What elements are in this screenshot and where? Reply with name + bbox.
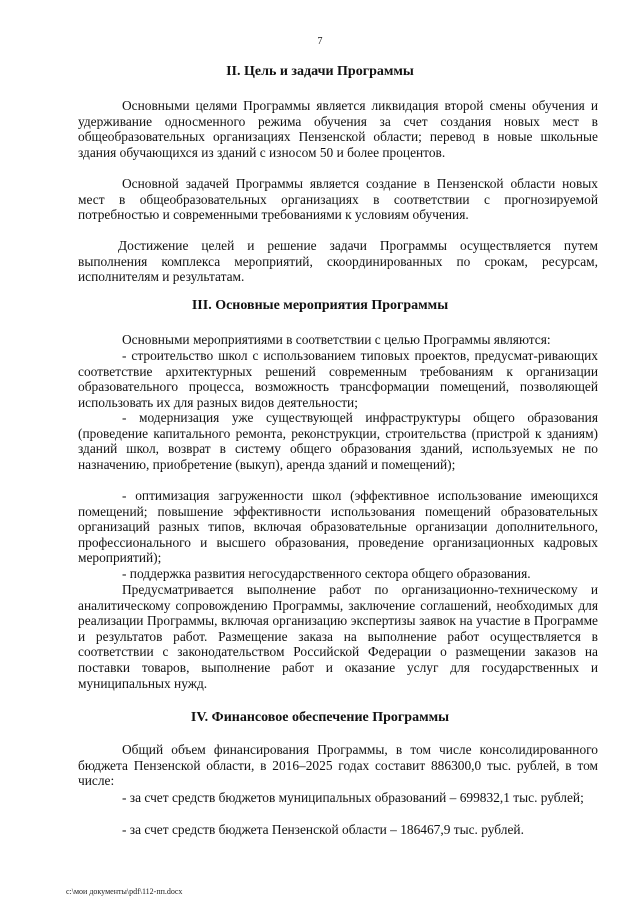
- paragraph-achievement: Достижение целей и решение задачи Программы осуществляется путем выполнения комплекса мероприятий, скоординированных по срокам, ресурсам, исполнителям и результатам.: [78, 238, 598, 285]
- footer-file-path: c:\мои документы\pdf\112-пп.docx: [66, 887, 183, 896]
- list-item-modernization: - модернизация уже существующей инфраструктуры общего образования (проведение капитального ремонта, реконструкции, строительства (пристрой к зданиям) зданий школ, возврат в систему общего образования зданий, используемых не по назначению, приобретение (выкуп), аренда зданий и помещений);: [78, 410, 598, 472]
- paragraph-main-task: Основной задачей Программы является создание в Пензенской области новых мест в общеобразовательных организациях в соответствии с прогнозируемой потребностью и современными требованиями к условиям обучения.: [78, 176, 598, 223]
- paragraph-activities-intro: Основными мероприятиями в соответствии с целью Программы являются:: [122, 332, 551, 347]
- list-item-support: - поддержка развития негосударственного сектора общего образования.: [122, 566, 531, 581]
- list-item-regional-budget: - за счет средств бюджета Пензенской области – 186467,9 тыс. рублей.: [122, 822, 524, 837]
- paragraph-goals: Основными целями Программы является ликвидация второй смены обучения и удерживание односменного режима обучения за счет создания новых мест в общеобразовательных организациях Пензенской области; перевод в новые школьные здания обучающихся из зданий с износом 50 и более процентов.: [78, 98, 598, 160]
- page-number: 7: [317, 36, 323, 47]
- section-heading-finance: IV. Финансовое обеспечение Программы: [190, 710, 450, 725]
- paragraph-finance-total: Общий объем финансирования Программы, в том числе консолидированного бюджета Пензенской области, в 2016–2025 годах составит 886300,0 тыс. рублей, в том числе:: [78, 742, 598, 789]
- section-heading-goals: II. Цель и задачи Программы: [226, 64, 414, 79]
- section-heading-activities: III. Основные мероприятия Программы: [191, 298, 449, 313]
- list-item-optimization: - оптимизация загруженности школ (эффективное использование имеющихся помещений; повышение эффективности использования помещений образовательных организаций разных типов, включая образовательные организации дополнительного, профессионального и высшего образования, проведение организационных кадровых мероприятий);: [78, 488, 598, 566]
- paragraph-provisions: Предусматривается выполнение работ по организационно-техническому и аналитическому сопровождению Программы, заключение соглашений, необходимых для реализации Программы, включая организацию экспертизы заявок на участие в Программе и результатов работ. Размещение заказа на выполнение работ осуществляется в соответствии с законодательством Российской Федерации о размещении заказов на поставки товаров, выполнение работ и оказание услуг для государственных и муниципальных нужд.: [78, 582, 598, 691]
- list-item-construction: - строительство школ с использованием типовых проектов, предусмат-ривающих соответствие архитектурных решений современным требованиям к организации образовательного процесса, возможность трансформации помещений, позволяющей использовать их для разных видов деятельности;: [78, 348, 598, 410]
- list-item-municipal-budget: - за счет средств бюджетов муниципальных образований – 699832,1 тыс. рублей;: [122, 790, 584, 805]
